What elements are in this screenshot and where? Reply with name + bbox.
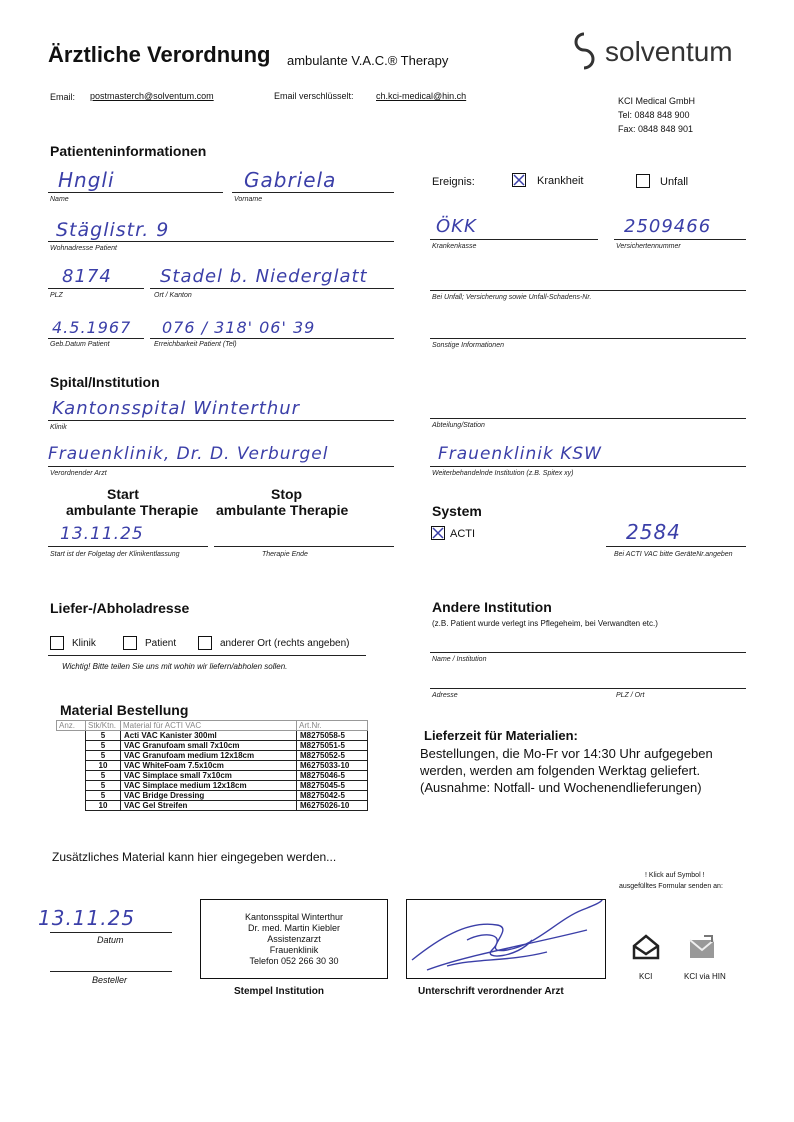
company-tel: Tel: 0848 848 900 bbox=[618, 110, 690, 120]
delivery-other-label: anderer Ort (rechts angeben) bbox=[220, 638, 350, 649]
patient-vorname-label: Vorname bbox=[234, 196, 263, 203]
table-row bbox=[57, 761, 368, 771]
anz-cell[interactable] bbox=[57, 741, 86, 751]
vers-value[interactable]: 2509466 bbox=[624, 216, 712, 237]
stop-date-label: Therapie Ende bbox=[262, 551, 308, 558]
klick-hint-1: ! Klick auf Symbol ! bbox=[645, 872, 705, 879]
weiter-value[interactable]: Frauenklinik KSW bbox=[438, 444, 602, 464]
company-fax: Fax: 0848 848 901 bbox=[618, 124, 694, 134]
vers-label: Versichertennummer bbox=[616, 243, 681, 250]
klinik-value[interactable]: Kantonsspital Winterthur bbox=[52, 398, 301, 419]
material-cell: VAC WhiteFoam 7.5x10cm bbox=[121, 761, 297, 771]
patient-plz-label: PLZ bbox=[50, 292, 63, 299]
table-row bbox=[57, 781, 368, 791]
geraet-label: Bei ACTI VAC bitte GeräteNr.angeben bbox=[614, 551, 733, 558]
krankheit-label: Krankheit bbox=[537, 175, 584, 187]
table-row bbox=[57, 751, 368, 761]
krankenkasse-label: Krankenkasse bbox=[432, 243, 477, 250]
art-cell: M8275042-5 bbox=[297, 791, 368, 801]
delivery-other-checkbox[interactable] bbox=[198, 636, 212, 650]
kci-mail-icon[interactable] bbox=[632, 934, 660, 965]
andere-name-label: Name / Institution bbox=[432, 656, 487, 663]
solventum-logo-icon bbox=[566, 30, 602, 79]
stk-cell: 5 bbox=[86, 791, 121, 801]
stamp-line-3: Assistenzarzt bbox=[267, 934, 321, 944]
weiter-label: Weiterbehandelnde Institution (z.B. Spitex xy) bbox=[432, 470, 574, 477]
art-cell: M8275058-5 bbox=[297, 731, 368, 741]
abteilung-label: Abteilung/Station bbox=[432, 422, 485, 429]
sonstige-label: Sonstige Informationen bbox=[432, 342, 504, 349]
email-enc-link[interactable]: ch.kci-medical@hin.ch bbox=[376, 91, 467, 101]
delivery-note: Wichtig! Bitte teilen Sie uns mit wohin wir liefern/abholen sollen. bbox=[62, 662, 288, 671]
col-material: Material für ACTI VAC bbox=[121, 721, 297, 731]
art-cell: M8275045-5 bbox=[297, 781, 368, 791]
andere-plz-label: PLZ / Ort bbox=[616, 692, 645, 699]
delivery-section-title: Liefer-/Abholadresse bbox=[50, 600, 190, 616]
kci-hin-label: KCI via HIN bbox=[684, 972, 726, 981]
email-enc-label: Email verschlüsselt: bbox=[274, 91, 354, 101]
delivery-klinik-checkbox[interactable] bbox=[50, 636, 64, 650]
andere-note: (z.B. Patient wurde verlegt ins Pflegeheim, bei Verwandten etc.) bbox=[432, 619, 658, 628]
stop-title-1: Stop bbox=[271, 486, 303, 502]
page-title: Ärztliche Verordnung bbox=[48, 42, 271, 67]
patient-tel-label: Erreichbarkeit Patient (Tel) bbox=[154, 341, 237, 348]
besteller-label: Besteller bbox=[92, 975, 128, 985]
material-cell: VAC Simplace medium 12x18cm bbox=[121, 781, 297, 791]
col-stk: Stk/Ktn. bbox=[86, 721, 121, 731]
stempel-label: Stempel Institution bbox=[234, 986, 324, 997]
stamp-line-2: Dr. med. Martin Kiebler bbox=[247, 923, 341, 933]
patient-address-value[interactable]: Stäglistr. 9 bbox=[56, 219, 170, 241]
anz-cell[interactable] bbox=[57, 781, 86, 791]
kci-label: KCI bbox=[639, 972, 653, 981]
unfall-vers-label: Bei Unfall; Versicherung sowie Unfall-Schadens-Nr. bbox=[432, 294, 592, 301]
table-row bbox=[57, 771, 368, 781]
patient-section-title: Patienteninformationen bbox=[50, 143, 207, 159]
andere-section-title: Andere Institution bbox=[432, 599, 552, 615]
company-name: KCI Medical GmbH bbox=[618, 96, 696, 106]
datum-value[interactable]: 13.11.25 bbox=[38, 906, 136, 930]
art-cell: M8275046-5 bbox=[297, 771, 368, 781]
brand-name: solventum bbox=[605, 36, 733, 67]
art-cell: M6275026-10 bbox=[297, 801, 368, 811]
patient-ort-label: Ort / Kanton bbox=[154, 292, 192, 299]
material-cell: Acti VAC Kanister 300ml bbox=[121, 731, 297, 741]
anz-cell[interactable] bbox=[57, 761, 86, 771]
event-label: Ereignis: bbox=[432, 176, 475, 188]
material-cell: VAC Gel Streifen bbox=[121, 801, 297, 811]
start-date-value[interactable]: 13.11.25 bbox=[60, 524, 144, 544]
delivery-patient-checkbox[interactable] bbox=[123, 636, 137, 650]
lieferzeit-title: Lieferzeit für Materialien: bbox=[424, 728, 578, 743]
stamp-line-4: Frauenklinik bbox=[269, 945, 319, 955]
arzt-label: Verordnender Arzt bbox=[50, 470, 107, 477]
stk-cell: 5 bbox=[86, 781, 121, 791]
datum-label: Datum bbox=[97, 935, 124, 945]
unterschrift-label: Unterschrift verordnender Arzt bbox=[418, 986, 564, 997]
table-row bbox=[57, 741, 368, 751]
stk-cell: 5 bbox=[86, 741, 121, 751]
col-anz: Anz. bbox=[57, 721, 86, 731]
delivery-patient-label: Patient bbox=[145, 638, 177, 649]
stamp-line-5: Telefon 052 266 30 30 bbox=[249, 956, 339, 966]
page-subtitle: ambulante V.A.C.® Therapy bbox=[287, 53, 449, 68]
patient-ort-value[interactable]: Stadel b. Niederglatt bbox=[160, 266, 368, 287]
lieferzeit-line-2: werden, werden am folgenden Werktag geliefert. bbox=[420, 763, 701, 778]
stop-title-2: ambulante Therapie bbox=[216, 502, 349, 518]
art-cell: M8275051-5 bbox=[297, 741, 368, 751]
table-row bbox=[57, 731, 368, 741]
krankheit-checkbox[interactable] bbox=[512, 173, 526, 187]
email-link[interactable]: postmasterch@solventum.com bbox=[90, 91, 214, 101]
patient-name-value[interactable]: Hngli bbox=[58, 168, 115, 192]
system-title: System bbox=[432, 503, 482, 519]
start-date-label: Start ist der Folgetag der Klinikentlassung bbox=[50, 551, 180, 558]
stk-cell: 10 bbox=[86, 761, 121, 771]
krankenkasse-value[interactable]: ÖKK bbox=[436, 216, 477, 237]
art-cell: M8275052-5 bbox=[297, 751, 368, 761]
anz-cell[interactable] bbox=[57, 751, 86, 761]
patient-address-label: Wohnadresse Patient bbox=[50, 245, 117, 252]
patient-dob-label: Geb.Datum Patient bbox=[50, 341, 110, 348]
stk-cell: 10 bbox=[86, 801, 121, 811]
signature-box[interactable] bbox=[406, 899, 606, 979]
anz-cell[interactable] bbox=[57, 771, 86, 781]
zusatz-text[interactable]: Zusätzliches Material kann hier eingegeben werden... bbox=[52, 850, 337, 864]
geraet-value[interactable]: 2584 bbox=[626, 520, 681, 544]
signature-drawing bbox=[407, 900, 607, 980]
patient-vorname-value[interactable]: Gabriela bbox=[244, 168, 337, 192]
table-row bbox=[57, 801, 368, 811]
acti-checkbox[interactable] bbox=[431, 526, 445, 540]
material-cell: VAC Granufoam small 7x10cm bbox=[121, 741, 297, 751]
material-section-title: Material Bestellung bbox=[60, 702, 189, 718]
lieferzeit-line-3: (Ausnahme: Notfall- und Wochenendlieferungen) bbox=[420, 780, 702, 795]
lieferzeit-line-1: Bestellungen, die Mo-Fr vor 14:30 Uhr aufgegeben bbox=[420, 746, 713, 761]
institution-section-title: Spital/Institution bbox=[50, 374, 160, 390]
stk-cell: 5 bbox=[86, 771, 121, 781]
stk-cell: 5 bbox=[86, 751, 121, 761]
material-cell: VAC Simplace small 7x10cm bbox=[121, 771, 297, 781]
anz-cell[interactable] bbox=[57, 801, 86, 811]
start-title-1: Start bbox=[107, 486, 139, 502]
acti-label: ACTI bbox=[450, 528, 476, 540]
patient-tel-value[interactable]: 076 / 318' 06' 39 bbox=[162, 318, 316, 337]
andere-adresse-label: Adresse bbox=[432, 692, 458, 699]
arzt-value[interactable]: Frauenklinik, Dr. D. Verburgel bbox=[48, 444, 329, 464]
col-art: Art.Nr. bbox=[297, 721, 368, 731]
material-table bbox=[56, 720, 368, 811]
start-title-2: ambulante Therapie bbox=[66, 502, 199, 518]
unfall-label: Unfall bbox=[660, 176, 689, 188]
delivery-klinik-label: Klinik bbox=[72, 638, 96, 649]
art-cell: M6275033-10 bbox=[297, 761, 368, 771]
patient-name-label: Name bbox=[50, 196, 69, 203]
email-label: Email: bbox=[50, 92, 76, 102]
klick-hint-2: ausgefülltes Formular senden an: bbox=[619, 883, 723, 890]
stk-cell: 5 bbox=[86, 731, 121, 741]
anz-cell[interactable] bbox=[57, 731, 86, 741]
kci-hin-mail-icon[interactable] bbox=[688, 934, 716, 965]
material-cell: VAC Bridge Dressing bbox=[121, 791, 297, 801]
patient-plz-value[interactable]: 8174 bbox=[62, 266, 112, 287]
unfall-checkbox[interactable] bbox=[636, 174, 650, 188]
patient-dob-value[interactable]: 4.5.1967 bbox=[52, 318, 132, 337]
anz-cell[interactable] bbox=[57, 791, 86, 801]
klinik-label: Klinik bbox=[50, 424, 67, 431]
stamp-box bbox=[200, 899, 388, 979]
table-row bbox=[57, 791, 368, 801]
material-cell: VAC Granufoam medium 12x18cm bbox=[121, 751, 297, 761]
stamp-line-1: Kantonsspital Winterthur bbox=[244, 912, 344, 922]
